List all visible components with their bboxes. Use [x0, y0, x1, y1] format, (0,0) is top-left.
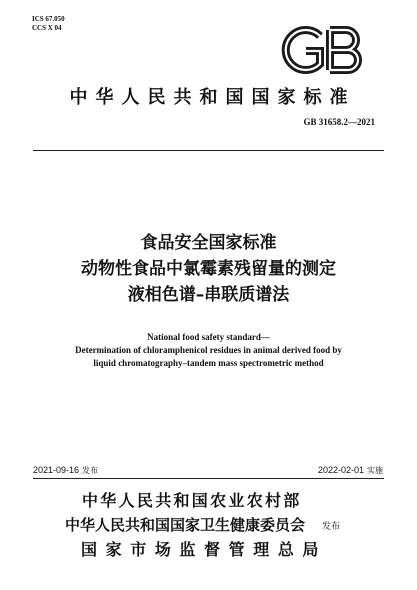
bottom-divider: [33, 478, 384, 479]
implement-date-line: [318, 464, 383, 477]
cn-title-line-3: 液相色谱–串联质谱法: [127, 285, 290, 305]
issuer-health-commission: 中华人民共和国国家卫生健康委员会: [65, 516, 306, 534]
ics-code: ICS 67.050: [32, 15, 65, 23]
gb-logo: [280, 24, 370, 76]
issue-date: 2021-09-16: [33, 465, 80, 475]
issue-label: 发布: [82, 466, 99, 475]
issuer-market-regulation: 国家市场监督管理总局: [81, 540, 328, 559]
top-divider: [33, 150, 384, 151]
en-title-line-2: Determination of chloramphenicol residues in animal derived food by: [75, 345, 342, 355]
ccs-code: CCS X 04: [32, 24, 62, 32]
issuer-ministry-agriculture: 中华人民共和国农业农村部: [82, 491, 302, 510]
en-title-line-1: National food safety standard—: [147, 332, 270, 342]
cn-title-line-1: 食品安全国家标准: [140, 233, 277, 253]
release-label: 发布: [322, 522, 341, 532]
standard-number: GB 31658.2—2021: [303, 117, 375, 127]
implement-date: 2022-02-01: [317, 465, 364, 475]
en-title-line-3: liquid chromatography–tandem mass spectrometric method: [93, 358, 324, 368]
cn-title-line-2: 动物性食品中氯霉素残留量的测定: [81, 259, 336, 279]
implement-label: 实施: [367, 466, 383, 475]
standard-category: 中华人民共和国国家标准: [69, 87, 356, 108]
issue-date-line: [33, 464, 98, 477]
